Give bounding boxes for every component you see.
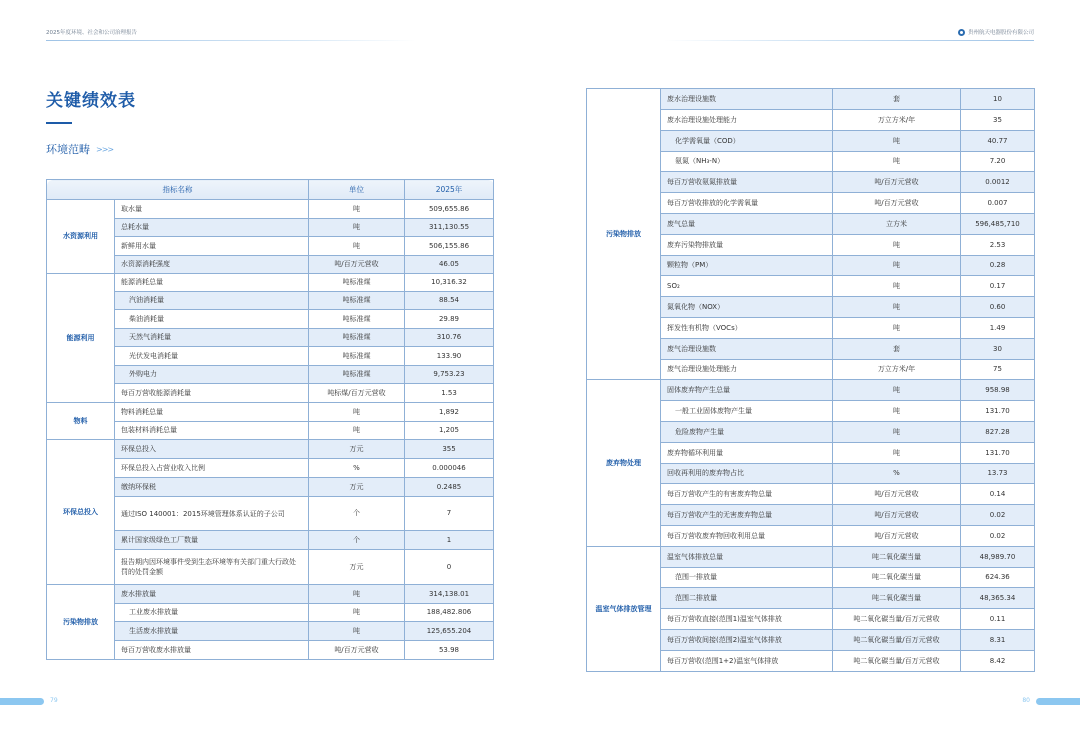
indicator-unit: 吨 xyxy=(833,152,961,172)
table-row xyxy=(47,585,494,604)
table-row xyxy=(47,200,494,219)
indicator-name: 每百万营收排放的化学需氧量 xyxy=(661,193,833,214)
indicator-unit: 个 xyxy=(309,531,405,550)
kpi-table-left xyxy=(46,179,494,660)
indicator-name: SO₂ xyxy=(661,276,833,297)
indicator-name: 每百万营收产生的无害废弃物总量 xyxy=(661,505,833,526)
indicator-name: 每百万营收(范围1+2)温室气体排放 xyxy=(661,651,833,672)
indicator-unit: 吨二氧化碳当量 xyxy=(833,568,961,588)
indicator-value: 1,205 xyxy=(405,422,494,440)
indicator-name: 温室气体排放总量 xyxy=(661,547,833,568)
indicator-name: 光伏发电消耗量 xyxy=(115,347,309,366)
indicator-unit: 吨 xyxy=(309,219,405,237)
indicator-value: 10,316.32 xyxy=(405,274,494,292)
table-row xyxy=(47,550,494,585)
indicator-value: 0 xyxy=(405,550,494,585)
indicator-name: 危险废物产生量 xyxy=(661,422,833,443)
indicator-value: 0.11 xyxy=(961,609,1035,630)
indicator-value: 0.2485 xyxy=(405,478,494,497)
indicator-value: 131.70 xyxy=(961,401,1035,422)
indicator-name: 新鲜用水量 xyxy=(115,237,309,256)
footer-bar-right xyxy=(1036,698,1080,705)
indicator-unit: 吨 xyxy=(309,237,405,256)
category-waste: 废弃物处理 xyxy=(587,380,661,547)
indicator-value: 506,155.86 xyxy=(405,237,494,256)
indicator-name: 废弃物循环利用量 xyxy=(661,443,833,464)
indicator-value: 0.007 xyxy=(961,193,1035,214)
indicator-name: 废弃污染物排放量 xyxy=(661,235,833,256)
indicator-name: 废气治理设施数 xyxy=(661,339,833,360)
indicator-value: 0.14 xyxy=(961,484,1035,505)
indicator-unit: 万元 xyxy=(309,478,405,497)
indicator-unit: 吨 xyxy=(833,401,961,422)
indicator-unit: 吨/百万元营收 xyxy=(833,193,961,214)
indicator-name: 废水治理设施数 xyxy=(661,89,833,110)
indicator-name: 废水治理设施处理能力 xyxy=(661,110,833,131)
indicator-unit: 吨标准煤 xyxy=(309,274,405,292)
indicator-unit: 吨二氧化碳当量/百万元营收 xyxy=(833,651,961,672)
indicator-name: 水资源消耗强度 xyxy=(115,256,309,274)
indicator-unit: 吨二氧化碳当量 xyxy=(833,588,961,609)
indicator-name: 环保总投入占营业收入比例 xyxy=(115,459,309,478)
indicator-value: 9,753.23 xyxy=(405,366,494,384)
table-row xyxy=(47,641,494,660)
indicator-unit: 吨标准煤 xyxy=(309,366,405,384)
indicator-value: 355 xyxy=(405,440,494,459)
section-heading xyxy=(46,141,113,157)
indicator-value: 0.28 xyxy=(961,256,1035,276)
indicator-unit: 套 xyxy=(833,339,961,360)
table-row xyxy=(47,237,494,256)
indicator-unit: 吨 xyxy=(833,443,961,464)
indicator-value: 131.70 xyxy=(961,443,1035,464)
indicator-value: 8.42 xyxy=(961,651,1035,672)
table-row xyxy=(47,310,494,329)
indicator-unit: 个 xyxy=(309,497,405,531)
indicator-name: 废气治理设施处理能力 xyxy=(661,360,833,380)
indicator-unit: 吨 xyxy=(833,276,961,297)
indicator-value: 1.53 xyxy=(405,384,494,403)
indicator-value: 0.02 xyxy=(961,505,1035,526)
indicator-name: 每百万营收废弃物回收利用总量 xyxy=(661,526,833,547)
indicator-name: 物料消耗总量 xyxy=(115,403,309,422)
indicator-value: 827.28 xyxy=(961,422,1035,443)
indicator-value: 35 xyxy=(961,110,1035,131)
indicator-value: 311,130.55 xyxy=(405,219,494,237)
indicator-name: 范围一排放量 xyxy=(661,568,833,588)
indicator-value: 509,655.86 xyxy=(405,200,494,219)
indicator-name: 废气总量 xyxy=(661,214,833,235)
header-unit: 单位 xyxy=(309,180,405,200)
table-row xyxy=(47,478,494,497)
indicator-name: 工业废水排放量 xyxy=(115,604,309,622)
indicator-unit: 吨二氧化碳当量/百万元营收 xyxy=(833,609,961,630)
indicator-name: 每百万营收能源消耗量 xyxy=(115,384,309,403)
indicator-value: 596,485,710 xyxy=(961,214,1035,235)
indicator-name: 挥发性有机物（VOCs） xyxy=(661,318,833,339)
indicator-name: 缴纳环保税 xyxy=(115,478,309,497)
table-row xyxy=(47,531,494,550)
table-row xyxy=(47,422,494,440)
header-divider-right xyxy=(664,40,1034,41)
indicator-name: 天然气消耗量 xyxy=(115,329,309,347)
indicator-name: 颗粒物（PM） xyxy=(661,256,833,276)
indicator-value: 46.05 xyxy=(405,256,494,274)
page-number-right: 80 xyxy=(1022,697,1030,704)
indicator-name: 每百万营收直接(范围1)温室气体排放 xyxy=(661,609,833,630)
indicator-unit: 吨/百万元营收 xyxy=(833,484,961,505)
title-underline xyxy=(46,122,72,124)
indicator-value: 53.98 xyxy=(405,641,494,660)
table-row xyxy=(47,292,494,310)
indicator-name: 取水量 xyxy=(115,200,309,219)
indicator-unit: 吨/百万元营收 xyxy=(833,172,961,193)
indicator-value: 8.31 xyxy=(961,630,1035,651)
table-row xyxy=(587,380,1035,401)
indicator-unit: 万立方米/年 xyxy=(833,360,961,380)
indicator-value: 13.73 xyxy=(961,464,1035,484)
indicator-unit: 吨 xyxy=(833,380,961,401)
indicator-name: 化学需氧量（COD） xyxy=(661,131,833,152)
category-pollution: 污染物排放 xyxy=(47,585,115,660)
indicator-unit: 万元 xyxy=(309,440,405,459)
indicator-name: 范围二排放量 xyxy=(661,588,833,609)
indicator-value: 0.000046 xyxy=(405,459,494,478)
indicator-name: 回收再利用的废弃物占比 xyxy=(661,464,833,484)
category-water: 水资源利用 xyxy=(47,200,115,274)
indicator-name: 废水排放量 xyxy=(115,585,309,604)
table-row xyxy=(47,403,494,422)
table-row xyxy=(47,384,494,403)
category-pollution-right: 污染物排放 xyxy=(587,89,661,380)
indicator-name: 每百万营收氨氮排放量 xyxy=(661,172,833,193)
indicator-value: 75 xyxy=(961,360,1035,380)
indicator-unit: 吨 xyxy=(833,318,961,339)
indicator-name: 生活废水排放量 xyxy=(115,622,309,641)
table-row xyxy=(47,347,494,366)
indicator-name: 通过ISO 140001：2015环境管理体系认证的子公司 xyxy=(115,497,309,531)
indicator-value: 1 xyxy=(405,531,494,550)
indicator-unit: 吨二氧化碳当量/百万元营收 xyxy=(833,630,961,651)
table-row xyxy=(47,440,494,459)
header-divider-left xyxy=(46,40,416,41)
indicator-unit: 吨 xyxy=(833,235,961,256)
indicator-value: 0.17 xyxy=(961,276,1035,297)
indicator-name: 累计国家级绿色工厂数量 xyxy=(115,531,309,550)
indicator-value: 0.0012 xyxy=(961,172,1035,193)
indicator-value: 314,138.01 xyxy=(405,585,494,604)
company-header xyxy=(958,28,1034,36)
category-env-invest: 环保总投入 xyxy=(47,440,115,585)
indicator-unit: 吨二氧化碳当量 xyxy=(833,547,961,568)
indicator-value: 48,989.70 xyxy=(961,547,1035,568)
indicator-unit: % xyxy=(309,459,405,478)
indicator-name: 每百万营收间接(范围2)温室气体排放 xyxy=(661,630,833,651)
indicator-value: 624.36 xyxy=(961,568,1035,588)
indicator-unit: 吨 xyxy=(309,622,405,641)
indicator-unit: 万立方米/年 xyxy=(833,110,961,131)
indicator-name: 能源消耗总量 xyxy=(115,274,309,292)
table-row xyxy=(47,497,494,531)
indicator-value: 133.90 xyxy=(405,347,494,366)
page-number-left: 79 xyxy=(50,697,58,704)
indicator-unit: 吨 xyxy=(309,422,405,440)
chevron-right-icon: >>> xyxy=(96,144,114,154)
indicator-name: 报告期内因环境事件受到生态环境等有关部门重大行政处罚的处罚金额 xyxy=(115,550,309,585)
indicator-unit: 吨标准煤 xyxy=(309,329,405,347)
indicator-unit: 吨/百万元营收 xyxy=(309,256,405,274)
table-row xyxy=(587,89,1035,110)
indicator-unit: 吨/百万元营收 xyxy=(833,505,961,526)
indicator-unit: 吨标煤/百万元营收 xyxy=(309,384,405,403)
indicator-name: 一般工业固体废物产生量 xyxy=(661,401,833,422)
indicator-name: 固体废弃物产生总量 xyxy=(661,380,833,401)
category-material: 物料 xyxy=(47,403,115,440)
indicator-value: 40.77 xyxy=(961,131,1035,152)
table-row xyxy=(47,622,494,641)
indicator-value: 48,365.34 xyxy=(961,588,1035,609)
company-logo-icon xyxy=(958,29,965,36)
indicator-name: 氮氧化物（NOX） xyxy=(661,297,833,318)
indicator-unit: 万元 xyxy=(309,550,405,585)
table-row xyxy=(47,329,494,347)
indicator-value: 0.60 xyxy=(961,297,1035,318)
indicator-name: 总耗水量 xyxy=(115,219,309,237)
indicator-unit: 吨标准煤 xyxy=(309,347,405,366)
indicator-name: 外购电力 xyxy=(115,366,309,384)
section-title: 环境范畴 xyxy=(46,143,90,156)
indicator-unit: 吨 xyxy=(309,604,405,622)
indicator-unit: 吨/百万元营收 xyxy=(833,526,961,547)
indicator-name: 包装材料消耗总量 xyxy=(115,422,309,440)
indicator-name: 汽油消耗量 xyxy=(115,292,309,310)
indicator-name: 柴油消耗量 xyxy=(115,310,309,329)
table-row xyxy=(47,459,494,478)
kpi-table-right xyxy=(586,88,1035,672)
indicator-unit: 吨/百万元营收 xyxy=(309,641,405,660)
indicator-unit: 吨 xyxy=(309,585,405,604)
table-row xyxy=(47,219,494,237)
category-energy: 能源利用 xyxy=(47,274,115,403)
indicator-unit: 吨标准煤 xyxy=(309,292,405,310)
table-row xyxy=(47,256,494,274)
indicator-name: 氨氮（NH₃-N） xyxy=(661,152,833,172)
indicator-value: 310.76 xyxy=(405,329,494,347)
table-row xyxy=(47,274,494,292)
report-header-title: 2025年度环境、社会和公司治理报告 xyxy=(46,30,137,36)
indicator-value: 958.98 xyxy=(961,380,1035,401)
indicator-name: 每百万营收产生的有害废弃物总量 xyxy=(661,484,833,505)
indicator-unit: 吨 xyxy=(309,403,405,422)
indicator-value: 1,892 xyxy=(405,403,494,422)
indicator-value: 30 xyxy=(961,339,1035,360)
indicator-unit: 吨 xyxy=(833,297,961,318)
table-row xyxy=(47,604,494,622)
table-row xyxy=(587,547,1035,568)
indicator-value: 125,655.204 xyxy=(405,622,494,641)
header-year: 2025年 xyxy=(405,180,494,200)
indicator-value: 88.54 xyxy=(405,292,494,310)
indicator-unit: 吨 xyxy=(309,200,405,219)
indicator-value: 7 xyxy=(405,497,494,531)
category-ghg: 温室气体排放管理 xyxy=(587,547,661,672)
table-header-row xyxy=(47,180,494,200)
indicator-name: 环保总投入 xyxy=(115,440,309,459)
indicator-unit: 吨 xyxy=(833,256,961,276)
indicator-unit: 套 xyxy=(833,89,961,110)
indicator-name: 每百万营收废水排放量 xyxy=(115,641,309,660)
page-title: 关键绩效表 xyxy=(46,91,136,111)
indicator-unit: 吨标准煤 xyxy=(309,310,405,329)
indicator-value: 10 xyxy=(961,89,1035,110)
header-indicator: 指标名称 xyxy=(47,180,309,200)
indicator-unit: 吨 xyxy=(833,422,961,443)
indicator-value: 1.49 xyxy=(961,318,1035,339)
footer-bar-left xyxy=(0,698,44,705)
indicator-unit: % xyxy=(833,464,961,484)
indicator-value: 0.02 xyxy=(961,526,1035,547)
indicator-value: 7.20 xyxy=(961,152,1035,172)
indicator-value: 2.53 xyxy=(961,235,1035,256)
table-row xyxy=(47,366,494,384)
indicator-unit: 吨 xyxy=(833,131,961,152)
indicator-value: 29.89 xyxy=(405,310,494,329)
indicator-unit: 立方米 xyxy=(833,214,961,235)
company-name: 贵州航天电器股份有限公司 xyxy=(967,30,1034,36)
indicator-value: 188,482.806 xyxy=(405,604,494,622)
